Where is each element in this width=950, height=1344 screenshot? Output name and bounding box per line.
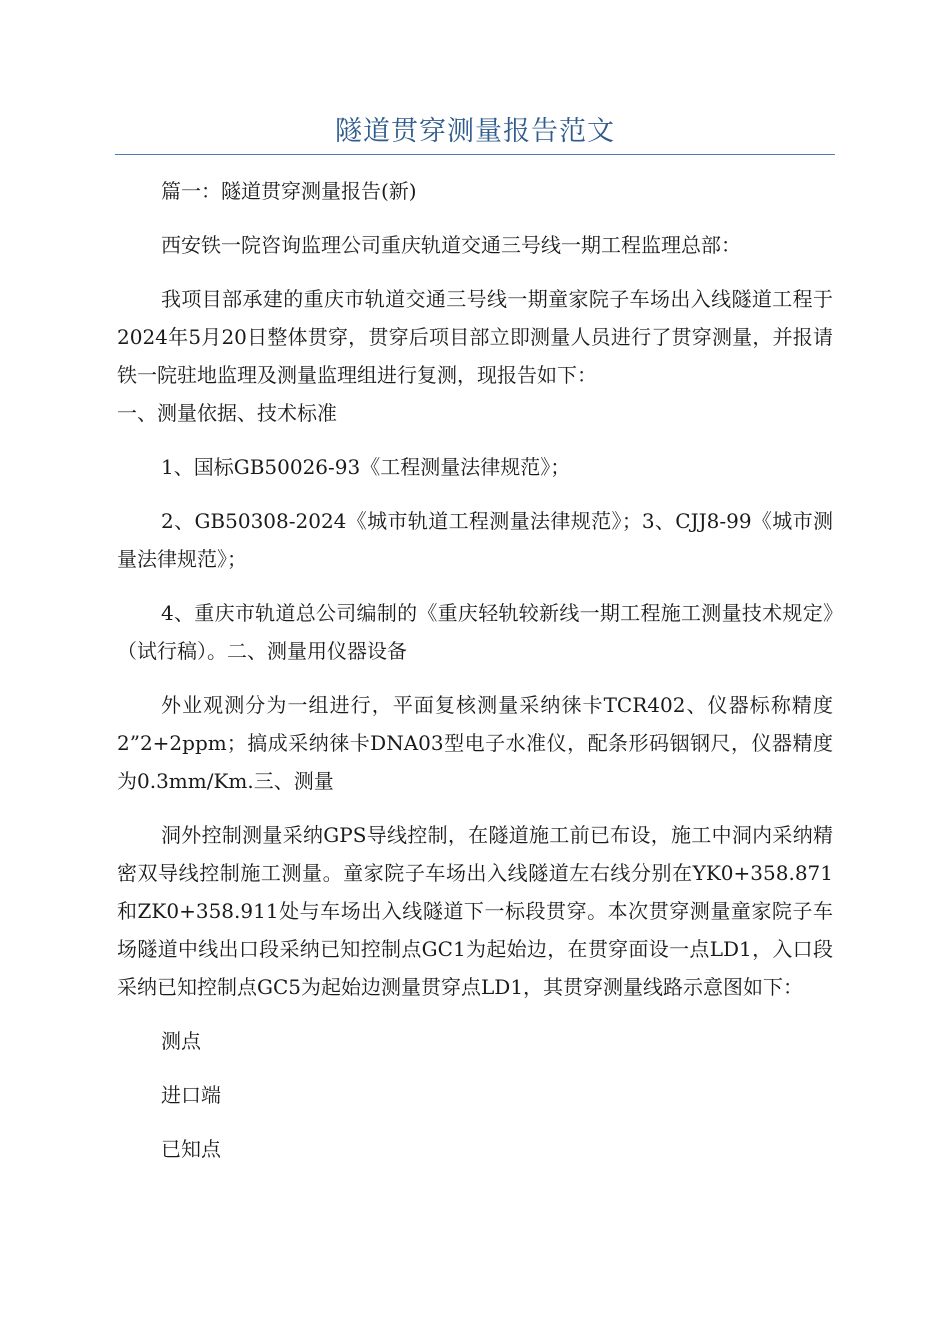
paragraph-section-heading: 篇一：隧道贯穿测量报告(新) <box>161 179 417 203</box>
paragraph-diagram-label-entrance: 进口端 <box>161 1083 221 1107</box>
title-underline <box>115 154 835 155</box>
paragraph-standard-1: 1、国标GB50026-93《工程测量法律规范》； <box>161 455 571 479</box>
paragraph-addressee: 西安铁一院咨询监理公司重庆轨道交通三号线一期工程监理总部： <box>161 233 741 257</box>
paragraph-heading-basis: 一、测量依据、技术标准 <box>117 401 337 425</box>
paragraph-survey: 洞外控制测量采纳GPS导线控制，在隧道施工前已布设，施工中洞内采纳精密双导线控制施工测量。童家院子车场出入线隧道左右线分别在YK0+358.871和ZK0+358.911处与车场出入线隧道下一标段贯穿。本次贯穿测量童家院子车场隧道中线出口段采纳已知控制点GC1为起始边，在贯穿面设一点LD1，入口段采纳已知控制点GC5为起始边测量贯穿点LD1，其贯穿测量线路示意图如下： <box>117 823 833 999</box>
paragraph-standard-2-3: 2、GB50308-2024《城市轨道工程测量法律规范》；3、CJJ8-99《城市测量法律规范》； <box>117 509 833 571</box>
paragraph-diagram-label-known: 已知点 <box>161 1137 221 1161</box>
document-body <box>117 172 833 1168</box>
document-title: 隧道贯穿测量报告范文 <box>335 116 615 147</box>
paragraph-intro: 我项目部承建的重庆市轨道交通三号线一期童家院子车场出入线隧道工程于2024年5月20日整体贯穿，贯穿后项目部立即测量人员进行了贯穿测量，并报请铁一院驻地监理及测量监理组进行复测，现报告如下： <box>117 287 833 387</box>
paragraph-instruments: 外业观测分为一组进行，平面复核测量采纳徕卡TCR402、仪器标称精度2”2+2ppm；搞成采纳徕卡DNA03型电子水准仪，配条形码铟钢尺，仪器精度为0.3mm/Km.三、测量 <box>117 693 833 793</box>
paragraph-standard-4: 4、重庆市轨道总公司编制的《重庆轻轨较新线一期工程施工测量技术规定》（试行稿）。二、测量用仪器设备 <box>117 601 833 663</box>
paragraph-diagram-label-point: 测点 <box>161 1029 201 1053</box>
